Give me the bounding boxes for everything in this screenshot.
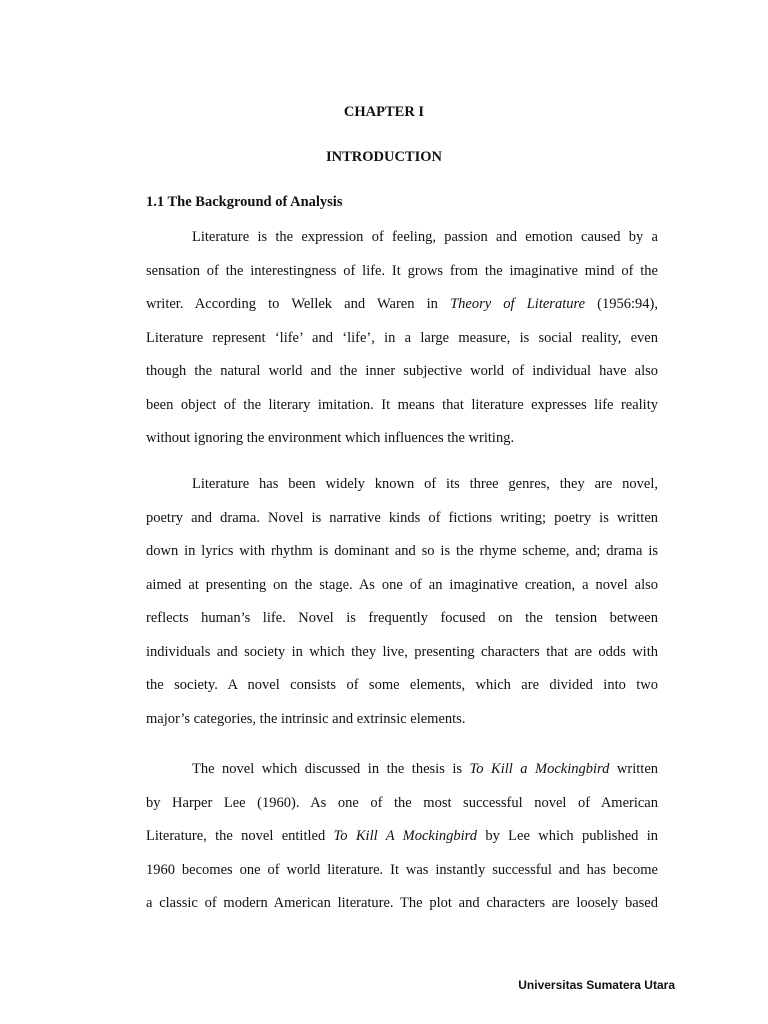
text-segment: writer. According to Wellek and Waren in [146,296,451,312]
text-segment: Literature has been widely known of its three genres, they are novel, [192,476,658,492]
text-segment: without ignoring the environment which influences the writing. [146,430,515,446]
text-line [146,602,658,636]
text-segment: written [609,761,658,777]
text-segment: aimed at presenting on the stage. As one of an imaginative creation, a novel also [146,576,658,593]
text-segment: poetry and drama. Novel is narrative kinds of fictions writing; poetry is written [146,509,658,526]
text-segment: down in lyrics with rhythm is dominant and so is the rhyme scheme, and; drama is [146,543,658,559]
paragraph [146,221,658,456]
text-segment: a classic of modern American literature. The plot and characters are loosely based [146,895,658,911]
text-line [146,288,658,322]
text-segment: 1960 becomes one of world literature. It was instantly successful and has become [146,861,658,878]
text-segment: (1956:94), [585,296,658,312]
book-title: Theory of Literature [450,296,586,312]
text-line [146,753,658,787]
university-footer: Universitas Sumatera Utara [518,978,675,992]
text-line [146,703,658,737]
text-line [146,255,658,289]
book-title: To Kill a Mockingbird [469,761,610,777]
paragraph [146,468,658,736]
text-line [146,535,658,569]
text-line [146,787,658,821]
text-line [146,820,658,854]
text-line [146,854,658,888]
text-segment: sensation of the interestingness of life. It grows from the imaginative mind of the [146,262,658,279]
text-segment: though the natural world and the inner subjective world of individual have also [146,363,658,379]
text-segment: been object of the literary imitation. It means that literature expresses life reality [146,396,658,413]
text-line [146,468,658,502]
chapter-title: INTRODUCTION [325,149,442,165]
text-line [146,669,658,703]
text-segment: by Harper Lee (1960). As one of the most successful novel of American [146,794,658,811]
text-line [146,422,658,456]
text-segment: Literature is the expression of feeling, passion and emotion caused by a [192,229,658,245]
text-segment: major’s categories, the intrinsic and extrinsic elements. [146,710,466,727]
text-segment: Literature, the novel entitled [146,828,334,844]
text-segment: reflects human’s life. Novel is frequently focused on the tension between [146,610,658,626]
text-segment: by Lee which published in [477,828,658,844]
text-line [146,322,658,356]
text-segment: the society. A novel consists of some elements, which are divided into two [146,677,658,693]
book-title: To Kill A Mockingbird [333,828,477,844]
text-line [146,389,658,423]
text-segment: individuals and society in which they live, presenting characters that are odds with [146,643,658,660]
paragraph [146,753,658,921]
text-line [146,887,658,921]
text-line [146,221,658,255]
text-line [146,569,658,603]
text-segment: The novel which discussed in the thesis is [192,761,470,777]
text-line [146,636,658,670]
section-heading: 1.1 The Background of Analysis [146,194,343,210]
chapter-label: CHAPTER I [343,104,425,120]
text-line [146,355,658,389]
text-line [146,502,658,536]
text-segment: Literature represent ‘life’ and ‘life’, in a large measure, is social reality, even [146,329,658,346]
